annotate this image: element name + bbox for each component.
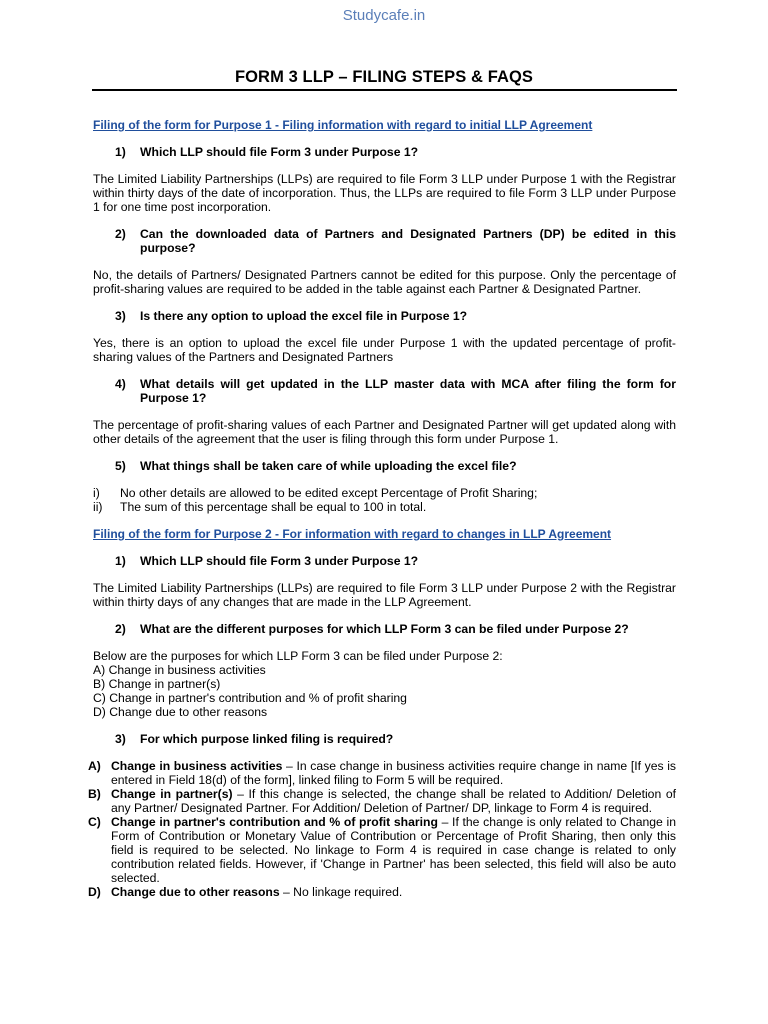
list-item-body: – If this change is selected, the change shall be related to Addition/ Deletion of any Partner/ Designated Partner. For Addition/ Deletion of Partner/ DP, linkage to Form 4 is required. [111,787,676,815]
list-item [88,815,676,885]
question-text: What things shall be taken care of while uploading the excel file? [140,459,517,473]
s2-question-2 [115,622,676,636]
question-number: 1) [115,145,126,159]
question-text: Which LLP should file Form 3 under Purpose 1? [140,554,419,568]
s2-question-3 [115,732,676,746]
question-number: 3) [115,732,126,746]
list-item-text: No other details are allowed to be edited except Percentage of Profit Sharing; [120,486,538,500]
list-item: C) Change in partner's contribution and % of profit sharing [93,691,407,705]
list-item [93,500,676,514]
list-item-number: A) [88,759,101,773]
list-item-number: B) [88,787,101,801]
section-1-heading: Filing of the form for Purpose 1 - Filing information with regard to initial LLP Agreement [93,118,593,132]
question-number: 3) [115,309,126,323]
section-2-heading: Filing of the form for Purpose 2 - For information with regard to changes in LLP Agreement [93,527,612,541]
s1-answer-2: No, the details of Partners/ Designated Partners cannot be edited for this purpose. Only the percentage of profit-sharing values are required to be added in the table against each Partner & Designated Partner. [93,268,676,296]
list-item [88,759,676,787]
s1-answer-3: Yes, there is an option to upload the excel file under Purpose 1 with the updated percentage of profit-sharing values of the Partners and Designated Partners [93,336,676,364]
question-text: For which purpose linked filing is required? [140,732,394,746]
question-text: Can the downloaded data of Partners and Designated Partners (DP) be edited in this purpose? [140,227,676,255]
watermark: Studycafe.in [342,7,426,24]
list-item-text [111,815,676,885]
list-item-label: Change in partner's contribution and % of profit sharing [111,815,438,829]
title-rule [92,89,677,91]
s1-question-1 [115,145,676,159]
s1-answer-4: The percentage of profit-sharing values of each Partner and Designated Partner will get updated along with other details of the agreement that the user is filing through this form under Purpose 1. [93,418,676,446]
s2-answer-1: The Limited Liability Partnerships (LLPs) are required to file Form 3 LLP under Purpose 2 with the Registrar within thirty days of any changes that are made in the LLP Agreement. [93,581,676,609]
list-item-text: The sum of this percentage shall be equal to 100 in total. [120,500,427,514]
document-body [88,118,676,899]
list-item-label: Change in partner(s) [111,787,233,801]
list-item-text [111,885,676,899]
list-item-body: – No linkage required. [279,885,403,899]
s2-answer-3-list [88,759,676,899]
list-item-text [111,787,676,815]
list-item-number: D) [88,885,101,899]
list-item: A) Change in business activities [93,663,266,677]
s1-answer-1: The Limited Liability Partnerships (LLPs) are required to file Form 3 LLP under Purpose 1 with the Registrar within thirty days of the date of incorporation. Thus, the LLPs are required to file Form 3 LLP under Purpose 1 for one time post incorporation. [93,172,676,214]
question-text: What details will get updated in the LLP master data with MCA after filing the form for Purpose 1? [140,377,676,405]
list-item-label: Change in business activities [111,759,283,773]
list-item-number: i) [93,486,100,500]
list-item [88,885,676,899]
list-item [88,787,676,815]
list-item: B) Change in partner(s) [93,677,221,691]
s1-answer-5-list [93,486,676,514]
question-number: 4) [115,377,126,391]
question-text: Which LLP should file Form 3 under Purpose 1? [140,145,419,159]
list-item-label: Change due to other reasons [111,885,280,899]
s2-answer-2 [93,649,676,719]
list-item-body: – If the change is only related to Change in Form of Contribution or Monetary Value of Contribution or Percentage of Profit Sharing, then only this field is required to be selected. No linkage to Form 4 is required in case change is related to only contribution related fields. However, if 'Change in Partner' has been selected, this field will also be auto selected. [111,815,676,885]
list-item: D) Change due to other reasons [93,705,268,719]
question-text: Is there any option to upload the excel file in Purpose 1? [140,309,468,323]
s1-question-5 [115,459,676,473]
question-number: 2) [115,227,126,241]
question-number: 2) [115,622,126,636]
question-number: 1) [115,554,126,568]
list-item-body: – In case change in business activities require change in name [If yes is entered in Field 18(d) of the form], linked filing to Form 5 will be required. [111,759,676,787]
question-text: What are the different purposes for which LLP Form 3 can be filed under Purpose 2? [140,622,629,636]
list-item-text [111,759,676,787]
list-item-number: C) [88,815,101,829]
s2-question-1 [115,554,676,568]
s1-question-2 [115,227,676,255]
list-item [93,486,676,500]
s1-question-4 [115,377,676,405]
page-title: FORM 3 LLP – FILING STEPS & FAQS [234,68,534,86]
s1-question-3 [115,309,676,323]
list-item-number: ii) [93,500,103,514]
question-number: 5) [115,459,126,473]
answer-intro: Below are the purposes for which LLP Form 3 can be filed under Purpose 2: [93,649,503,663]
